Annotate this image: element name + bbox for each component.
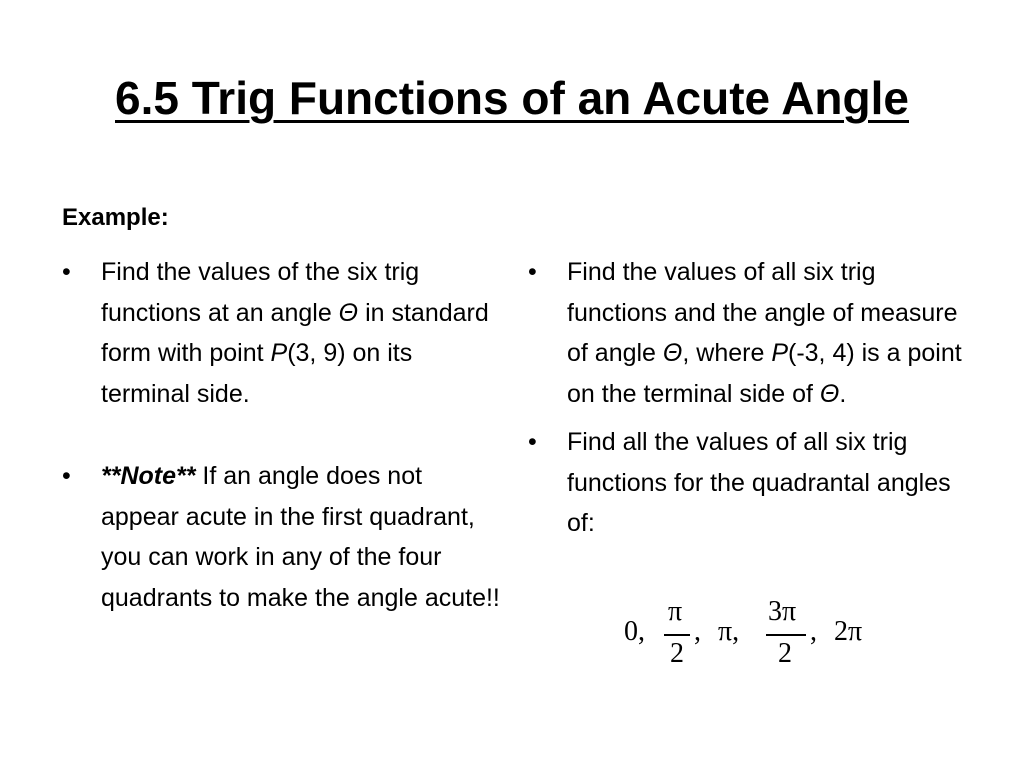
theta-symbol-2: Θ (819, 379, 840, 408)
note-text: If an angle does not appear acute in the first quadrant, you can work in any of the four quadrants to make the angle acute!! (101, 462, 500, 612)
bullet-dot: • (528, 258, 537, 286)
note-label: **Note** (101, 462, 196, 490)
comma-separator: , (810, 616, 817, 647)
right-bullet1-text-b: , where (682, 339, 772, 367)
left-column (62, 252, 502, 618)
angle-2pi: 2π (834, 616, 863, 647)
theta-symbol: Θ (662, 339, 683, 367)
fraction-bar (664, 634, 690, 636)
bullet-dot: • (62, 258, 71, 286)
point-variable: P (270, 339, 288, 367)
angle-pi: π, (718, 616, 740, 647)
right-bullet-find-values (528, 252, 968, 414)
quadrantal-text: Find all the values of all six trig functions for the quadrantal angles of: (567, 428, 951, 537)
right-bullet1-text-d: . (839, 379, 847, 408)
comma-separator: , (694, 616, 701, 647)
left-bullet-find-values (62, 252, 502, 414)
angle-zero: 0, (624, 616, 645, 647)
example-label: Example: (62, 204, 169, 231)
right-bullet1-text-a: Find the values of all six trig functions and the angle of measure of angle (567, 258, 958, 367)
quadrantal-angles-expression (624, 594, 884, 680)
angle-pi-over-2-numerator: π (668, 596, 683, 627)
slide-title: 6.5 Trig Functions of an Acute Angle (115, 72, 909, 124)
right-column (528, 252, 968, 544)
bullet-dot: • (528, 428, 537, 456)
right-bullet1-text-c: (-3, 4) is a point on the terminal side of (567, 339, 962, 408)
angle-3pi-over-2-denominator: 2 (778, 638, 792, 669)
left-bullet1-text-a: Find the values of the six trig functions at an angle (101, 258, 420, 327)
angle-3pi-over-2-numerator: 3π (768, 596, 797, 627)
left-bullet-note (62, 456, 502, 618)
angle-pi-over-2-denominator: 2 (670, 638, 684, 669)
bullet-dot: • (62, 462, 71, 490)
left-bullet1-text-b: in standard form with point (101, 298, 489, 367)
point-variable: P (771, 339, 788, 367)
fraction-bar (766, 634, 806, 636)
left-bullet1-text-c: (3, 9) on its terminal side. (101, 339, 413, 408)
right-bullet-quadrantal (528, 422, 968, 544)
theta-symbol: Θ (338, 298, 359, 327)
